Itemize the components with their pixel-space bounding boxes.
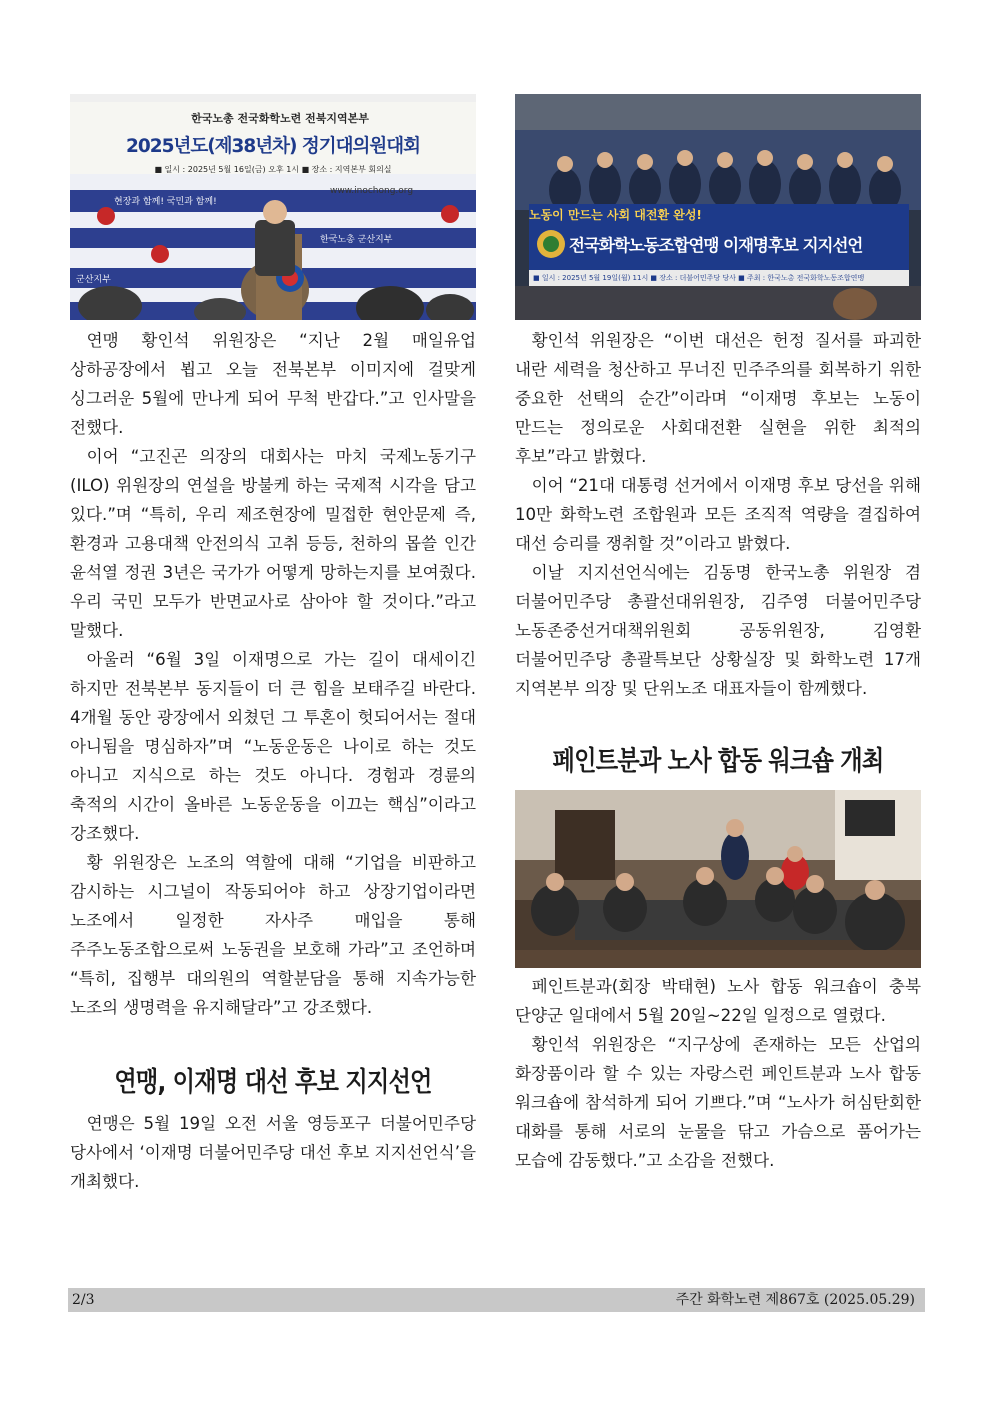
left-column: [70, 94, 476, 1196]
paragraph: 아울러 “6월 3일 이재명으로 가는 길이 대세이긴 하지만 전북본부 동지들이 더 큰 힘을 보태주길 바란다. 4개월 동안 광장에서 외쳤던 그 투혼이 헛되어서는 절대 아니됨을 명심하자”며 “노동운동은 나이로 하는 것도 아니고 지식으로 하는 것도 아니다. 경험과 경륜의 축적의 시간이 올바른 노동운동을 이끄는 핵심”이라고 강조했다.: [70, 650, 476, 843]
banner-title: 2025년도(제38년차) 정기대의원대회: [125, 136, 421, 157]
paragraph: 연맹은 5월 19일 오전 서울 영등포구 더불어민주당 당사에서 ‘이재명 더불어민주당 대선 후보 지지선언식’을 개최했다.: [70, 1114, 476, 1191]
wall-slogan: 현장과 함께! 국민과 함께!: [114, 197, 217, 207]
banner-main-title: 전국화학노동조합연맹 이재명후보 지지선언: [569, 236, 863, 255]
banner-info: ■ 일시 : 2025년 5월 19일(월) 11시 ■ 장소 : 더불어민주당 당사 ■ 주최 : 한국노총 전국화학노동조합연맹: [533, 274, 865, 282]
banner-org: 한국노총 전국화학노련 전북지역본부: [191, 112, 369, 125]
paragraph: 황인석 위원장은 “지구상에 존재하는 모든 산업의 화장품이라 할 수 있는 자랑스런 페인트분과 노사 합동 워크숍에 참석하게 되어 기쁘다.”며 “노사가 허심탄회한 대화를 통해 서로의 눈물을 닦고 가슴으로 품어가는 모습에 감동했다.”고 소감을 전했다.: [515, 1035, 921, 1170]
headline-workshop: 페인트분과 노사 합동 워크숍 개최: [552, 746, 884, 777]
photo-endorsement: [515, 94, 921, 320]
headline-endorsement: 연맹, 이재명 대선 후보 지지선언: [114, 1067, 432, 1098]
banner-top-slogan: 노동이 만드는 사회 대전환 완성!: [529, 208, 702, 222]
workshop-photo-graphic: [515, 790, 921, 968]
paragraph: 페인트분과(회장 박태현) 노사 합동 워크숍이 충북 단양군 일대에서 5월 20일~22일 일정으로 열렸다.: [515, 977, 921, 1025]
workshop-body: [515, 972, 921, 1175]
right-body: [515, 326, 921, 703]
paragraph: 이어 “21대 대통령 선거에서 이재명 후보 당선을 위해 10만 화학노련 조합원과 모든 조직적 역량을 결집하여 대선 승리를 쟁취할 것”이라고 밝혔다.: [515, 476, 921, 553]
paragraph: 연맹 황인석 위원장은 “지난 2월 매일유업 상하공장에서 뵙고 오늘 전북본부 이미지에 걸맞게 싱그러운 5월에 만나게 되어 무척 반갑다.”고 인사말을 전했다.: [70, 331, 476, 437]
left-body: [70, 326, 476, 1022]
paragraph: 황인석 위원장은 “이번 대선은 헌정 질서를 파괴한 내란 세력을 청산하고 무너진 민주주의를 회복하기 위한 중요한 선택의 순간”이라며 “이재명 후보는 노동이 만드는 정의로운 사회대전환 실현을 위한 최적의 후보”라고 밝혔다.: [515, 331, 921, 466]
banner-info: ■ 일시 : 2025년 5월 16일(금) 오후 1시 ■ 장소 : 지역본부 회의실: [154, 165, 392, 174]
photo-conference: [70, 94, 476, 320]
wall-slogan: www.inochong.org: [330, 186, 414, 196]
right-column: [515, 94, 921, 1175]
photo-workshop: [515, 790, 921, 968]
publication-info: 주간 화학노련 제867호 (2025.05.29): [675, 1292, 915, 1308]
wall-slogan: 한국노총 군산지부: [320, 235, 393, 245]
paragraph: 이날 지지선언식에는 김동명 한국노총 위원장 겸 더불어민주당 총괄선대위원장, 김주영 더불어민주당 노동존중선거대책위원회 공동위원장, 김영환 더불어민주당 총괄특보단 상황실장 및 화학노련 17개 지역본부 의장 및 단위노조 대표자들이 함께했다.: [515, 563, 921, 698]
paragraph: 이어 “고진곤 의장의 대회사는 마치 국제노동기구(ILO) 위원장의 연설을 방불케 하는 국제적 시각을 담고 있다.”며 “특히, 우리 제조현장에 밀접한 현안문제 즉, 환경과 고용대책 안전의식 고취 등등, 천하의 몹쓸 인간 윤석열 정권 3년은 국가가 어떻게 망하는지를 보여줬다. 우리 국민 모두가 반면교사로 삼아야 할 것이다.”라고 말했다.: [70, 447, 476, 640]
wall-slogan: 군산지부: [76, 275, 111, 285]
page-number: 2/3: [72, 1292, 95, 1308]
page-footer: [68, 1288, 925, 1312]
conference-photo-graphic: [70, 94, 476, 320]
paragraph: 황 위원장은 노조의 역할에 대해 “기업을 비판하고 감시하는 시그널이 작동되어야 하고 상장기업이라면 노조에서 일정한 자사주 매입을 통해 주주노동조합으로써 노동권을 보호해 가라”고 조언하며 “특히, 집행부 대의원의 역할분담을 통해 지속가능한 노조의 생명력을 유지해달라”고 강조했다.: [70, 853, 476, 1017]
